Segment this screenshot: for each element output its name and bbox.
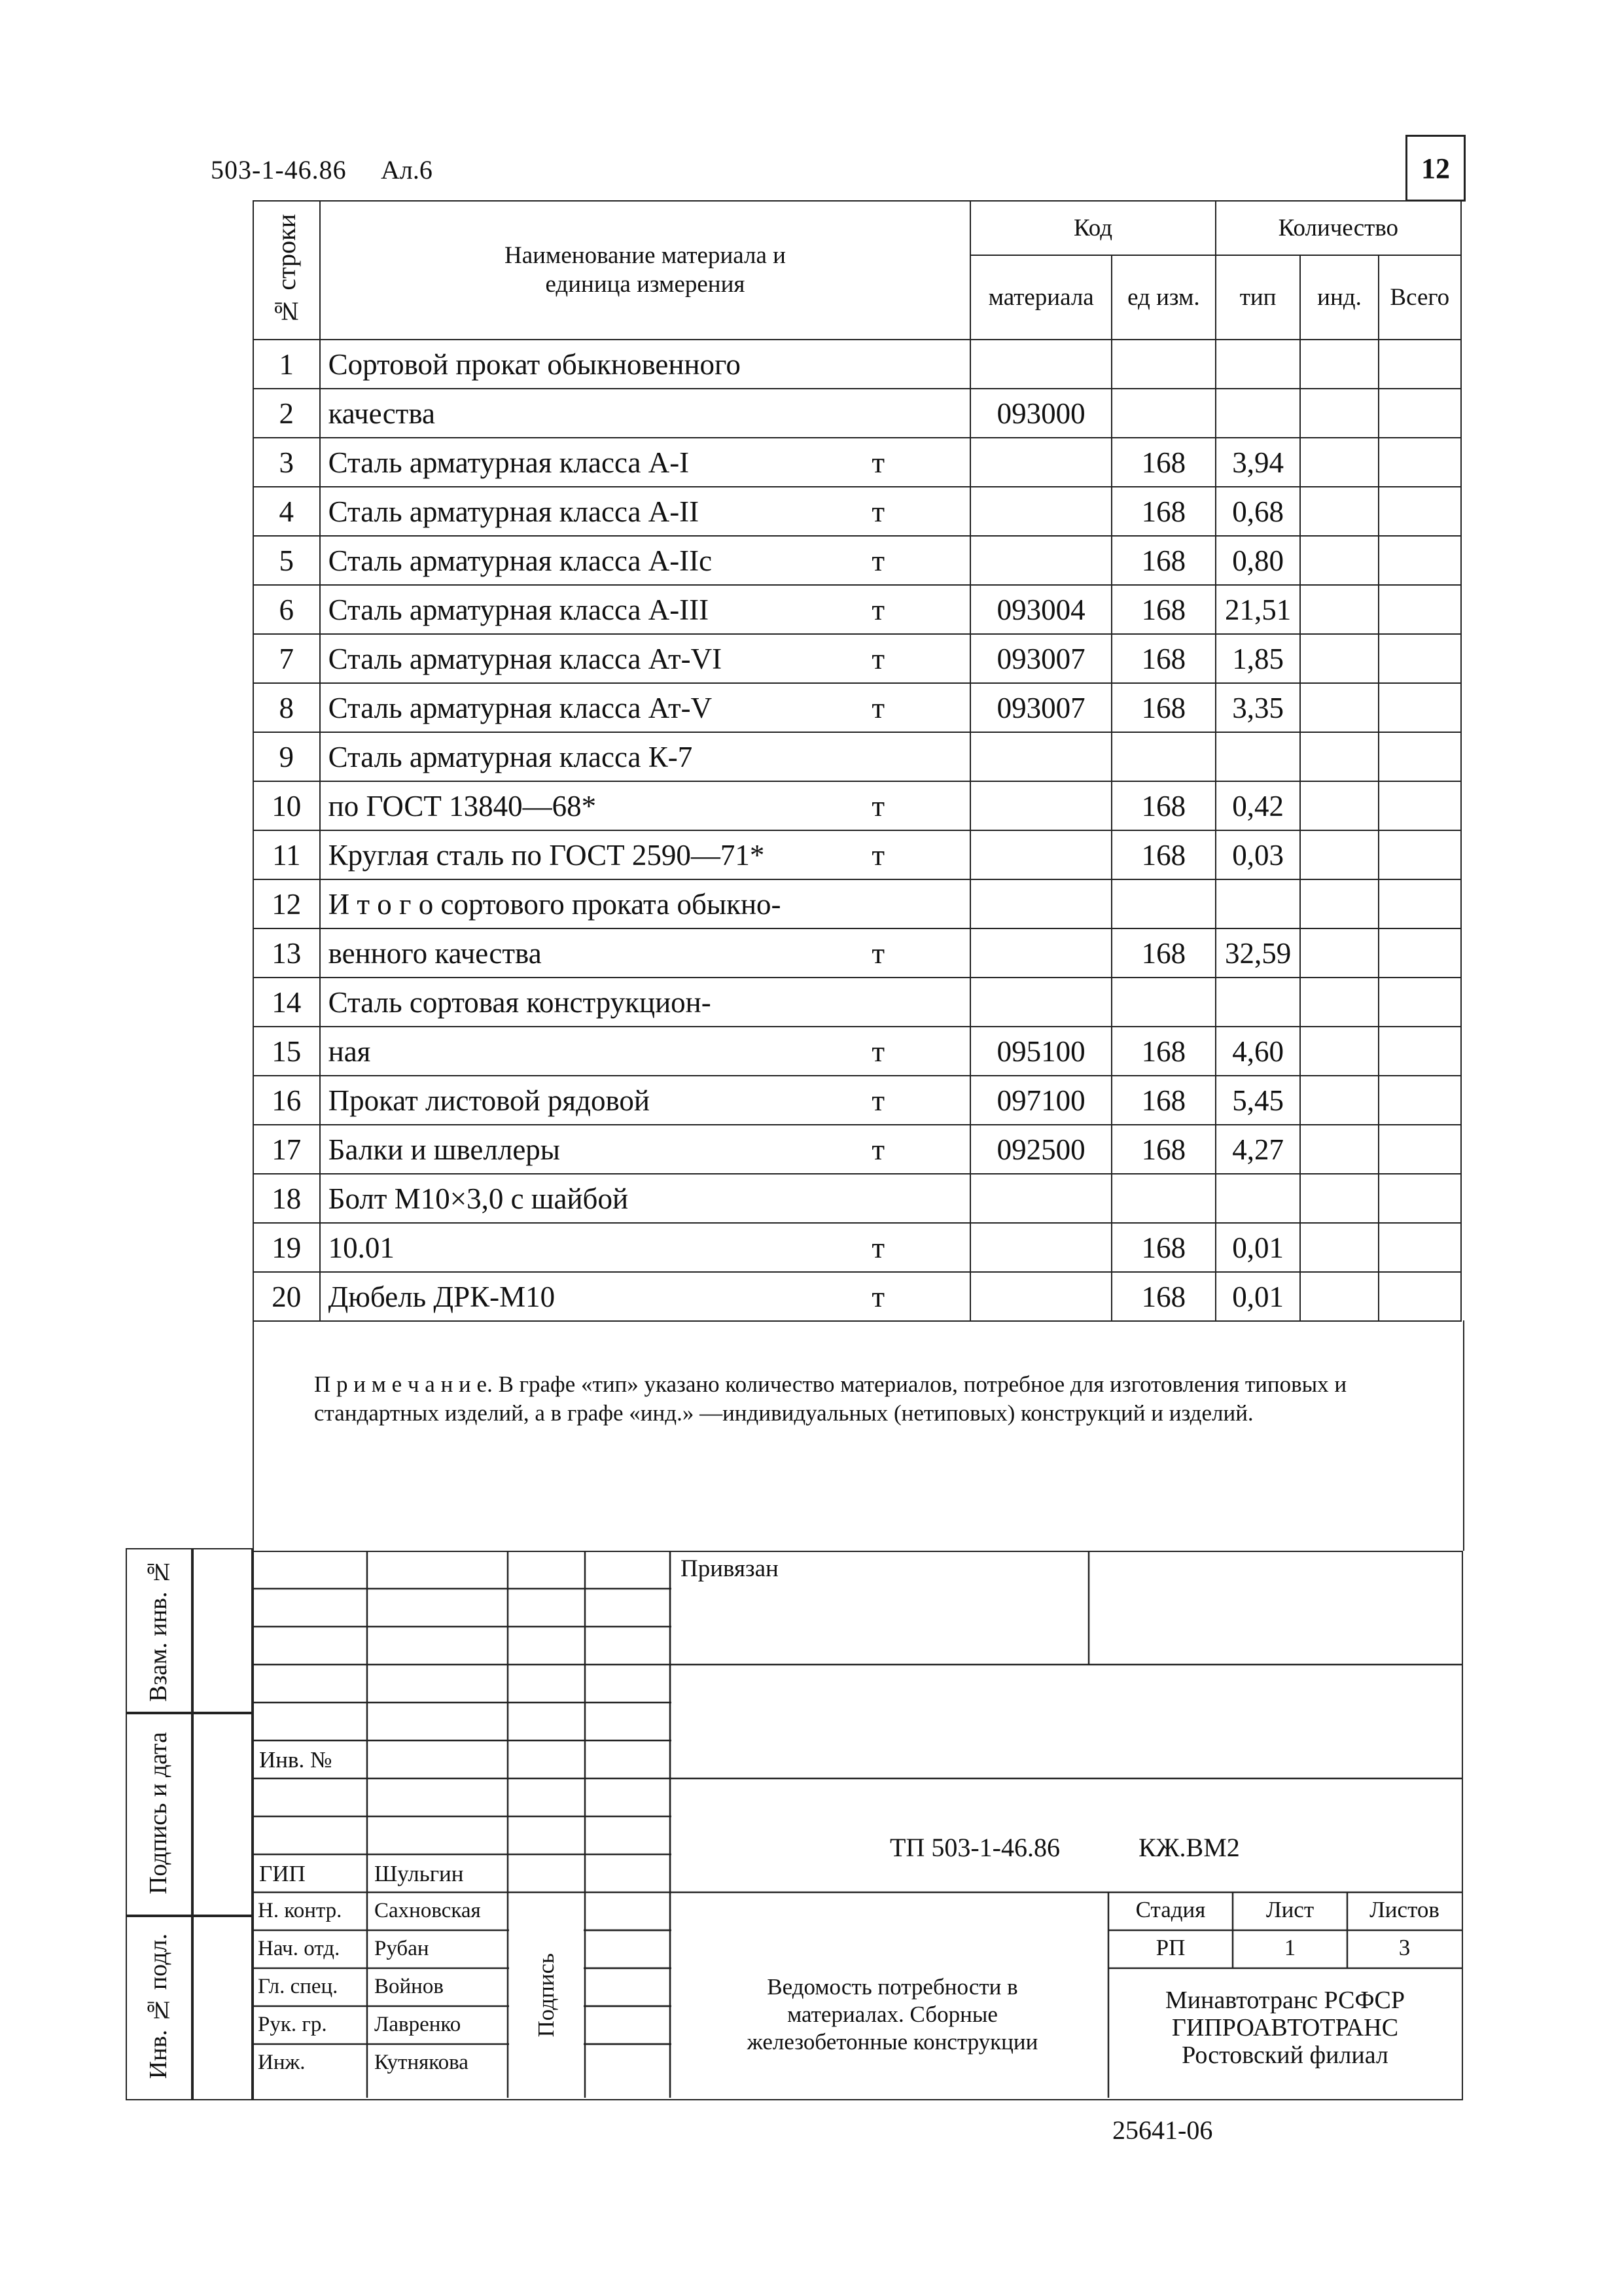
row-name-cell xyxy=(320,830,971,879)
sheet-value: 1 xyxy=(1284,1935,1296,1960)
row-name-cell xyxy=(320,978,971,1027)
material-code xyxy=(970,1174,1112,1223)
table-row xyxy=(253,1272,1461,1321)
stamp-role: Нач. отд. xyxy=(258,1937,340,1960)
stamp-role: Инж. xyxy=(258,2051,306,2074)
material-unit: т xyxy=(872,936,885,970)
quantity-type: 21,51 xyxy=(1216,585,1301,634)
row-name-cell xyxy=(320,389,971,438)
row-number: 17 xyxy=(253,1125,320,1174)
stamp-person-name: Лавренко xyxy=(374,2013,461,2036)
quantity-type: 0,01 xyxy=(1216,1223,1301,1272)
row-name-cell xyxy=(320,1272,971,1321)
material-name: Сортовой прокат обыкновенного xyxy=(328,347,741,381)
material-unit: т xyxy=(872,1133,885,1166)
table-row xyxy=(253,1027,1461,1076)
quantity-total xyxy=(1379,1223,1461,1272)
quantity-individual xyxy=(1300,1174,1378,1223)
row-number: 11 xyxy=(253,830,320,879)
table-row xyxy=(253,978,1461,1027)
material-name: по ГОСТ 13840—68* xyxy=(328,789,597,822)
unit-code xyxy=(1112,389,1216,438)
row-number: 20 xyxy=(253,1272,320,1321)
quantity-total xyxy=(1379,1027,1461,1076)
quantity-individual xyxy=(1300,732,1378,781)
quantity-total xyxy=(1379,978,1461,1027)
material-name: Сталь арматурная класса А-III xyxy=(328,593,709,626)
unit-code: 168 xyxy=(1112,487,1216,536)
quantity-total xyxy=(1379,1174,1461,1223)
material-code: 093007 xyxy=(970,683,1112,732)
quantity-total xyxy=(1379,634,1461,683)
material-code xyxy=(970,879,1112,928)
quantity-type: 0,80 xyxy=(1216,536,1301,585)
quantity-individual xyxy=(1300,536,1378,585)
quantity-total xyxy=(1379,1272,1461,1321)
quantity-total xyxy=(1379,536,1461,585)
quantity-total xyxy=(1379,683,1461,732)
quantity-individual xyxy=(1300,781,1378,830)
organization-2: ГИПРОАВТОТРАНС xyxy=(1171,2014,1399,2041)
gip-role: ГИП xyxy=(259,1861,306,1886)
row-name-cell xyxy=(320,879,971,928)
unit-code: 168 xyxy=(1112,585,1216,634)
material-code xyxy=(970,830,1112,879)
material-name: Сталь сортовая конструкцион- xyxy=(328,985,711,1019)
quantity-total xyxy=(1379,1125,1461,1174)
material-unit: т xyxy=(872,495,885,528)
table-row xyxy=(253,928,1461,978)
material-code xyxy=(970,1272,1112,1321)
page-number: 12 xyxy=(1405,135,1466,202)
table-note: П р и м е ч а н и е. В графе «тип» указано количество материалов, потребное для изготовления типовых и стандартных изделий, а в графе «инд.» —индивидуальных (нетиповых) конструкций и изделий. xyxy=(314,1371,1347,1426)
quantity-individual xyxy=(1300,389,1378,438)
material-code xyxy=(970,978,1112,1027)
material-code xyxy=(970,1223,1112,1272)
row-name-cell xyxy=(320,340,971,389)
row-number: 3 xyxy=(253,438,320,487)
material-code xyxy=(970,781,1112,830)
sheets-header: Листов xyxy=(1369,1897,1439,1922)
quantity-type xyxy=(1216,879,1301,928)
unit-code: 168 xyxy=(1112,830,1216,879)
material-name: Круглая сталь по ГОСТ 2590—71* xyxy=(328,838,765,872)
row-number: 4 xyxy=(253,487,320,536)
row-name-cell xyxy=(320,585,971,634)
row-number: 8 xyxy=(253,683,320,732)
signature-column-label: Подпись xyxy=(533,1952,559,2038)
table-row xyxy=(253,1076,1461,1125)
material-name: Прокат листовой рядовой xyxy=(328,1084,650,1117)
material-name: И т о г о сортового проката обыкно- xyxy=(328,887,781,921)
quantity-type xyxy=(1216,1174,1301,1223)
col-code-material: материала xyxy=(970,255,1112,340)
quantity-total xyxy=(1379,781,1461,830)
row-number: 2 xyxy=(253,389,320,438)
row-name-cell xyxy=(320,487,971,536)
material-code xyxy=(970,487,1112,536)
sheet-code: КЖ.ВМ2 xyxy=(1139,1833,1240,1862)
sheets-value: 3 xyxy=(1398,1935,1411,1960)
stamp-role: Гл. спец. xyxy=(258,1975,338,1998)
gip-name: Шульгин xyxy=(374,1861,464,1886)
side-label-signature-date: Подпись и дата xyxy=(145,1731,172,1895)
table-row xyxy=(253,340,1461,389)
quantity-individual xyxy=(1300,634,1378,683)
quantity-type xyxy=(1216,978,1301,1027)
material-code xyxy=(970,438,1112,487)
material-name: 10.01 xyxy=(328,1231,395,1264)
quantity-type xyxy=(1216,732,1301,781)
quantity-individual xyxy=(1300,1272,1378,1321)
quantity-type: 4,60 xyxy=(1216,1027,1301,1076)
quantity-individual xyxy=(1300,879,1378,928)
row-number: 9 xyxy=(253,732,320,781)
privyazan-label: Привязан xyxy=(680,1555,779,1582)
col-name: Наименование материала и единица измерения xyxy=(320,201,971,340)
unit-code xyxy=(1112,340,1216,389)
material-unit: т xyxy=(872,593,885,626)
table-row xyxy=(253,487,1461,536)
material-code: 097100 xyxy=(970,1076,1112,1125)
stage-value: РП xyxy=(1156,1935,1186,1960)
unit-code xyxy=(1112,732,1216,781)
material-unit: т xyxy=(872,1084,885,1117)
row-name-cell xyxy=(320,781,971,830)
table-row xyxy=(253,389,1461,438)
inv-number-label: Инв. № xyxy=(259,1747,332,1773)
row-name-cell xyxy=(320,683,971,732)
col-code: Код xyxy=(970,201,1215,255)
quantity-total xyxy=(1379,438,1461,487)
quantity-type xyxy=(1216,389,1301,438)
material-name: качества xyxy=(328,397,435,430)
row-number: 18 xyxy=(253,1174,320,1223)
stamp-role: Рук. гр. xyxy=(258,2013,327,2036)
quantity-type: 0,01 xyxy=(1216,1272,1301,1321)
quantity-total xyxy=(1379,340,1461,389)
row-number: 16 xyxy=(253,1076,320,1125)
col-code-unit: ед изм. xyxy=(1112,255,1216,340)
unit-code xyxy=(1112,879,1216,928)
unit-code: 168 xyxy=(1112,1223,1216,1272)
material-name: Балки и швеллеры xyxy=(328,1133,561,1166)
material-code: 095100 xyxy=(970,1027,1112,1076)
project-code: ТП 503-1-46.86 xyxy=(890,1833,1060,1862)
row-name-cell xyxy=(320,1223,971,1272)
quantity-type xyxy=(1216,340,1301,389)
col-quantity: Количество xyxy=(1216,201,1461,255)
table-row xyxy=(253,1223,1461,1272)
unit-code: 168 xyxy=(1112,634,1216,683)
material-unit: т xyxy=(872,1280,885,1313)
material-code xyxy=(970,732,1112,781)
col-qty-total: Всего xyxy=(1379,255,1461,340)
material-name: Сталь арматурная класса К-7 xyxy=(328,740,693,773)
unit-code: 168 xyxy=(1112,928,1216,978)
row-name-cell xyxy=(320,1174,971,1223)
row-number: 10 xyxy=(253,781,320,830)
quantity-individual xyxy=(1300,340,1378,389)
material-unit: т xyxy=(872,838,885,872)
material-unit: т xyxy=(872,446,885,479)
table-row xyxy=(253,830,1461,879)
album-number: Ал.6 xyxy=(381,155,432,185)
material-name: венного качества xyxy=(328,936,542,970)
table-row xyxy=(253,781,1461,830)
row-number: 7 xyxy=(253,634,320,683)
unit-code: 168 xyxy=(1112,1125,1216,1174)
row-number: 5 xyxy=(253,536,320,585)
quantity-individual xyxy=(1300,438,1378,487)
quantity-individual xyxy=(1300,585,1378,634)
quantity-type: 4,27 xyxy=(1216,1125,1301,1174)
quantity-individual xyxy=(1300,487,1378,536)
quantity-type: 3,94 xyxy=(1216,438,1301,487)
material-code xyxy=(970,340,1112,389)
table-row xyxy=(253,536,1461,585)
material-unit: т xyxy=(872,544,885,577)
col-qty-individual: инд. xyxy=(1300,255,1378,340)
row-number: 13 xyxy=(253,928,320,978)
col-qty-type: тип xyxy=(1216,255,1301,340)
unit-code: 168 xyxy=(1112,1027,1216,1076)
row-name-cell xyxy=(320,536,971,585)
row-name-cell xyxy=(320,928,971,978)
quantity-type: 32,59 xyxy=(1216,928,1301,978)
unit-code: 168 xyxy=(1112,683,1216,732)
quantity-type: 0,68 xyxy=(1216,487,1301,536)
row-name-cell xyxy=(320,438,971,487)
quantity-type: 1,85 xyxy=(1216,634,1301,683)
quantity-total xyxy=(1379,487,1461,536)
material-code: 093007 xyxy=(970,634,1112,683)
row-number: 15 xyxy=(253,1027,320,1076)
material-code xyxy=(970,536,1112,585)
stamp-person-name: Рубан xyxy=(374,1937,429,1960)
material-name: Дюбель ДРК-М10 xyxy=(328,1280,556,1313)
stage-header: Стадия xyxy=(1135,1897,1206,1922)
sheet-header: Лист xyxy=(1265,1897,1315,1922)
material-unit: т xyxy=(872,1231,885,1264)
material-code xyxy=(970,928,1112,978)
quantity-individual xyxy=(1300,1125,1378,1174)
document-code: 503-1-46.86 xyxy=(211,155,347,185)
row-number: 6 xyxy=(253,585,320,634)
materials-table xyxy=(253,200,1462,1322)
quantity-individual xyxy=(1300,978,1378,1027)
quantity-type: 5,45 xyxy=(1216,1076,1301,1125)
material-name: Сталь арматурная класса А-IIc xyxy=(328,544,713,577)
notes-frame xyxy=(253,1320,1464,1551)
side-label-inv-original: Инв. № подл. xyxy=(145,1933,172,2079)
material-unit: т xyxy=(872,691,885,724)
material-unit: т xyxy=(872,642,885,675)
quantity-total xyxy=(1379,928,1461,978)
material-code: 093004 xyxy=(970,585,1112,634)
row-name-cell xyxy=(320,732,971,781)
unit-code: 168 xyxy=(1112,781,1216,830)
quantity-individual xyxy=(1300,830,1378,879)
table-row xyxy=(253,879,1461,928)
row-number: 1 xyxy=(253,340,320,389)
material-name: Сталь арматурная класса Ат-V xyxy=(328,691,713,724)
material-name: Сталь арматурная класса А-I xyxy=(328,446,690,479)
row-name-cell xyxy=(320,1125,971,1174)
stamp-person-name: Кутнякова xyxy=(374,2051,468,2074)
unit-code xyxy=(1112,978,1216,1027)
row-number: 14 xyxy=(253,978,320,1027)
table-row xyxy=(253,1174,1461,1223)
quantity-total xyxy=(1379,585,1461,634)
material-unit: т xyxy=(872,789,885,822)
material-code: 092500 xyxy=(970,1125,1112,1174)
quantity-individual xyxy=(1300,1076,1378,1125)
quantity-total xyxy=(1379,389,1461,438)
table-row xyxy=(253,585,1461,634)
table-row xyxy=(253,438,1461,487)
quantity-total xyxy=(1379,1076,1461,1125)
quantity-individual xyxy=(1300,1223,1378,1272)
organization-1: Минавтотранс РСФСР xyxy=(1165,1987,1405,2014)
quantity-individual xyxy=(1300,928,1378,978)
unit-code: 168 xyxy=(1112,1076,1216,1125)
unit-code: 168 xyxy=(1112,536,1216,585)
unit-code: 168 xyxy=(1112,438,1216,487)
row-name-cell xyxy=(320,634,971,683)
material-code: 093000 xyxy=(970,389,1112,438)
quantity-type: 3,35 xyxy=(1216,683,1301,732)
row-number: 12 xyxy=(253,879,320,928)
stamp-grid xyxy=(253,1551,671,2098)
table-row xyxy=(253,1125,1461,1174)
table-row xyxy=(253,683,1461,732)
material-unit: т xyxy=(872,1034,885,1068)
material-name: ная xyxy=(328,1034,371,1068)
stamp-person-name: Войнов xyxy=(374,1975,444,1998)
quantity-type: 0,03 xyxy=(1216,830,1301,879)
unit-code: 168 xyxy=(1112,1272,1216,1321)
unit-code xyxy=(1112,1174,1216,1223)
quantity-total xyxy=(1379,732,1461,781)
col-row-number: № строки xyxy=(253,201,320,340)
quantity-total xyxy=(1379,879,1461,928)
quantity-individual xyxy=(1300,1027,1378,1076)
table-row xyxy=(253,732,1461,781)
document-title: Ведомость потребности в материалах. Сборные железобетонные конструкции xyxy=(747,1974,1038,2055)
quantity-type: 0,42 xyxy=(1216,781,1301,830)
quantity-individual xyxy=(1300,683,1378,732)
table-row xyxy=(253,634,1461,683)
organization-3: Ростовский филиал xyxy=(1182,2041,1388,2069)
material-name: Сталь арматурная класса Ат-VI xyxy=(328,642,722,675)
row-name-cell xyxy=(320,1027,971,1076)
side-label-vzam: Взам. инв. № xyxy=(145,1558,172,1702)
footer-number: 25641-06 xyxy=(1112,2115,1213,2145)
material-name: Болт М10×3,0 с шайбой xyxy=(328,1182,629,1215)
quantity-total xyxy=(1379,830,1461,879)
row-name-cell xyxy=(320,1076,971,1125)
stamp-person-name: Сахновская xyxy=(374,1899,481,1922)
material-name: Сталь арматурная класса А-II xyxy=(328,495,699,528)
row-number: 19 xyxy=(253,1223,320,1272)
stamp-role: Н. контр. xyxy=(258,1899,342,1922)
